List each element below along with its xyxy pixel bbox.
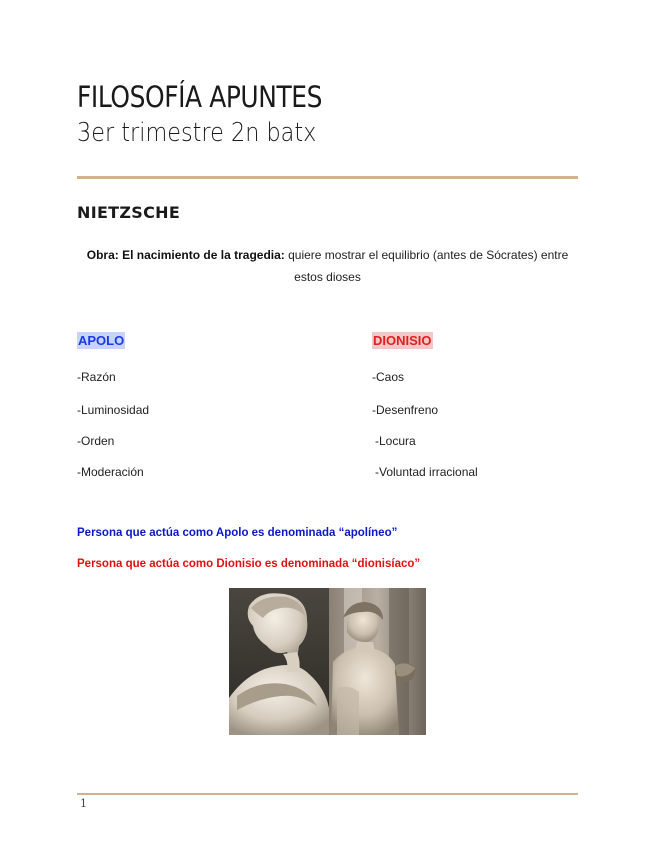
document-title: FILOSOFÍA APUNTES <box>77 80 323 114</box>
section-heading: NIETZSCHE <box>77 203 181 222</box>
obra-text: quiere mostrar el equilibrio (antes de Sócrates) entre estos dioses <box>284 248 569 284</box>
apolo-heading: APOLO <box>78 333 125 348</box>
dionisio-item: -Desenfreno <box>372 403 439 417</box>
apolo-item: -Moderación <box>77 465 144 479</box>
dionisiaco-note: Persona que actúa como Dionisio es denominada “dionisíaco” <box>77 558 421 570</box>
document-subtitle: 3er trimestre 2n batx <box>77 118 317 148</box>
dionisio-item: -Locura <box>375 434 416 448</box>
header-divider <box>77 176 578 179</box>
apolo-item: -Luminosidad <box>77 403 150 417</box>
dionisio-heading: DIONISIO <box>373 333 432 348</box>
obra-label: Obra: El nacimiento de la tragedia: <box>86 248 285 262</box>
statues-photo <box>229 588 426 735</box>
page-number: 1 <box>80 797 87 810</box>
apolineo-note: Persona que actúa como Apolo es denominada “apolíneo” <box>77 527 398 539</box>
dionisio-item: -Caos <box>372 370 405 384</box>
obra-paragraph <box>77 244 578 288</box>
footer-divider <box>77 793 578 795</box>
dionisio-item: -Voluntad irracional <box>375 465 478 479</box>
apolo-item: -Orden <box>77 434 115 448</box>
apolo-item: -Razón <box>77 370 116 384</box>
